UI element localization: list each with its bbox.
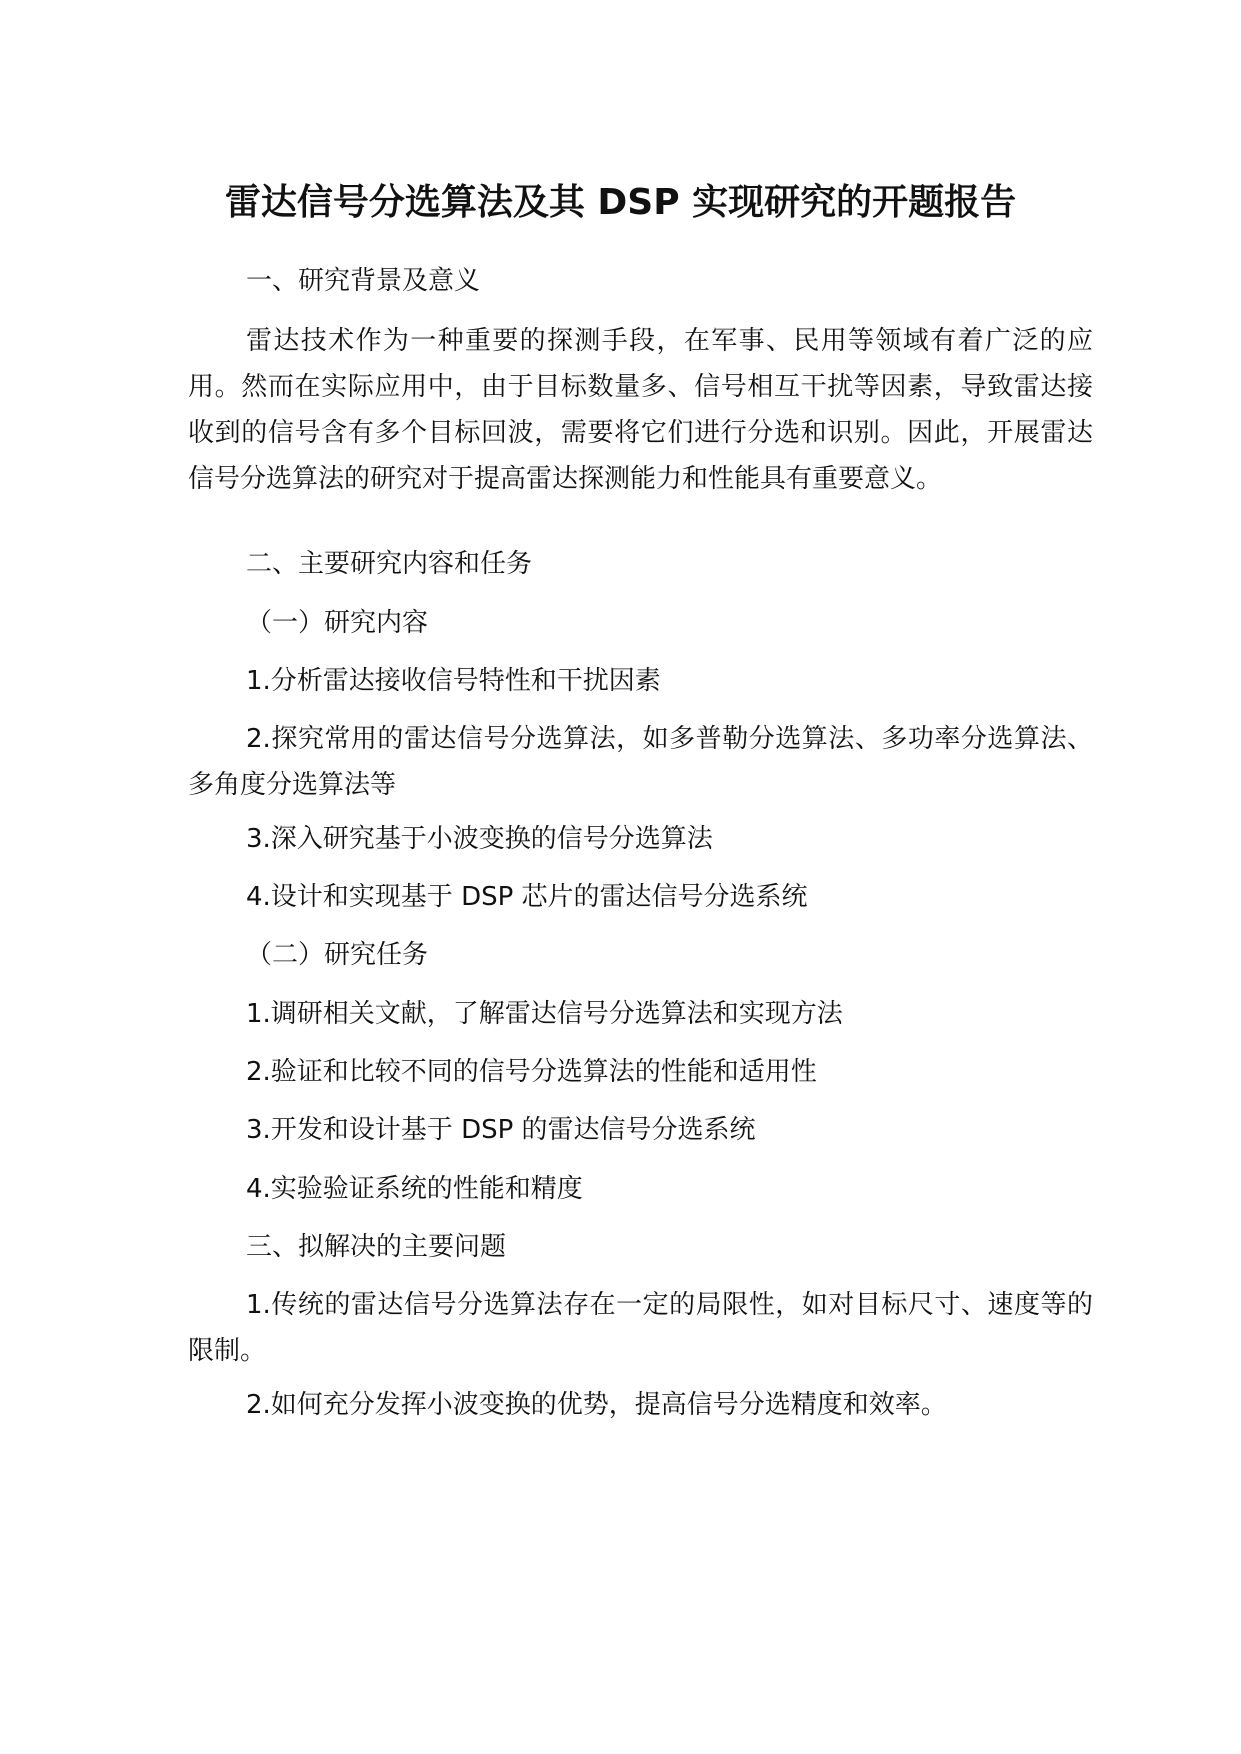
background-paragraph: 雷达技术作为一种重要的探测手段，在军事、民用等领域有着广泛的应用。然而在实际应用中，由于目标数量多、信号相互干扰等因素，导致雷达接收到的信号含有多个目标回波，需要将它们进行分选和识别。因此，开展雷达信号分选算法的研究对于提高雷达探测能力和性能具有重要意义。	[188, 326, 1093, 494]
problem-item: 1.传统的雷达信号分选算法存在一定的局限性，如对目标尺寸、速度等的限制。	[188, 1290, 1093, 1366]
section-heading-background: 一、研究背景及意义	[246, 266, 481, 296]
content-item: 1.分析雷达接收信号特性和干扰因素	[246, 666, 661, 696]
problem-item: 2.如何充分发挥小波变换的优势，提高信号分选精度和效率。	[246, 1390, 947, 1420]
task-item: 4.实验验证系统的性能和精度	[246, 1174, 583, 1204]
document-title: 雷达信号分选算法及其 DSP 实现研究的开题报告	[224, 182, 1017, 223]
content-item: 4.设计和实现基于 DSP 芯片的雷达信号分选系统	[246, 882, 808, 912]
section-heading-problems: 三、拟解决的主要问题	[246, 1232, 507, 1262]
subsection-heading-tasks: （二）研究任务	[246, 940, 429, 970]
content-item: 3.深入研究基于小波变换的信号分选算法	[246, 824, 713, 854]
task-item: 3.开发和设计基于 DSP 的雷达信号分选系统	[246, 1115, 756, 1145]
content-item-block	[188, 716, 1093, 808]
background-paragraph-block	[188, 318, 1093, 502]
section-heading-content-tasks: 二、主要研究内容和任务	[246, 549, 533, 579]
task-item: 2.验证和比较不同的信号分选算法的性能和适用性	[246, 1057, 817, 1087]
subsection-heading-content: （一）研究内容	[246, 608, 429, 638]
problem-item-block	[188, 1282, 1093, 1374]
content-item: 2.探究常用的雷达信号分选算法，如多普勒分选算法、多功率分选算法、多角度分选算法等	[188, 724, 1093, 800]
task-item: 1.调研相关文献，了解雷达信号分选算法和实现方法	[246, 999, 843, 1029]
